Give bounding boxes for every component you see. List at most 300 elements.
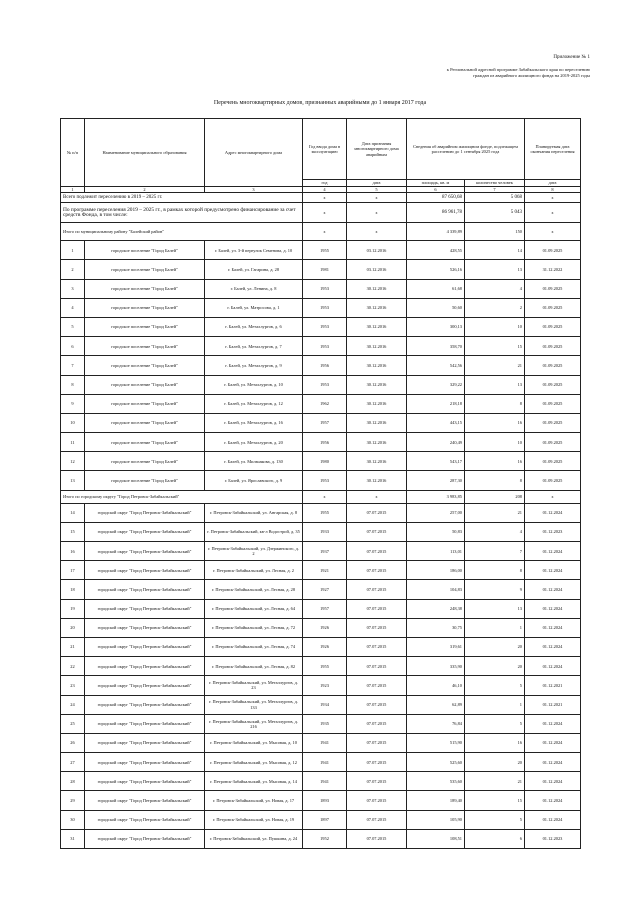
row-number: 3 xyxy=(61,279,85,298)
program-planned: x xyxy=(525,203,581,223)
address-cell: г. Петровск-Забайкальский, ул. Новая, д. 17 xyxy=(205,791,303,810)
year-built-cell: 1981 xyxy=(303,260,347,279)
year-built-cell: 1955 xyxy=(303,657,347,676)
col-num: 3 xyxy=(205,187,303,193)
municipality-cell: городское поселение "Город Балей" xyxy=(85,375,205,394)
year-built-cell: 1953 xyxy=(303,471,347,490)
district-area: 4 339,89 xyxy=(407,223,465,241)
planned-date-cell: 01.09.2025 xyxy=(525,375,581,394)
address-cell: г. Петровск-Забайкальский, ул. Металлургов, д. 133 xyxy=(205,695,303,714)
people-cell: 5 xyxy=(465,714,525,733)
table-row xyxy=(61,542,581,561)
year-built-cell: 1893 xyxy=(303,791,347,810)
area-cell: 46,10 xyxy=(407,676,465,695)
year-built-cell: 1935 xyxy=(303,714,347,733)
district-label: Итого по муниципальному району "Балейский район" xyxy=(61,223,303,241)
year-built-cell: 1926 xyxy=(303,637,347,656)
area-cell: 543,17 xyxy=(407,452,465,471)
col-num: 6 xyxy=(407,187,465,193)
area-cell: 240,49 xyxy=(407,433,465,452)
program-label: По программе переселения 2019 – 2025 гг., в рамках которой предусмотрено финансирование за счет средств Фонда, в том числе: xyxy=(61,203,303,223)
recognition-date-cell: 07.07.2015 xyxy=(347,599,407,618)
total-date: x xyxy=(347,193,407,203)
planned-date-cell: 01.09.2025 xyxy=(525,394,581,413)
total-year: x xyxy=(303,193,347,203)
address-cell: г. Петровск-Забайкальский, ул. Лесная, д. 64 xyxy=(205,599,303,618)
area-cell: 335,90 xyxy=(407,657,465,676)
row-number: 20 xyxy=(61,618,85,637)
recognition-date-cell: 07.07.2015 xyxy=(347,753,407,772)
recognition-date-cell: 07.07.2015 xyxy=(347,714,407,733)
people-cell: 10 xyxy=(465,433,525,452)
people-cell: 5 xyxy=(465,676,525,695)
district-subtotal-row xyxy=(61,490,581,503)
district-date: x xyxy=(347,490,407,503)
unit-people: количество человек xyxy=(465,180,525,187)
municipality-cell: городской округ "Город Петровск-Забайкальский" xyxy=(85,829,205,848)
header-planned-date: Планируемая дата окончания переселения xyxy=(525,119,581,180)
address-cell: г. Петровск-Забайкальский, ул. Лесная, д. 72 xyxy=(205,618,303,637)
program-people: 5 043 xyxy=(465,203,525,223)
row-number: 11 xyxy=(61,433,85,452)
planned-date-cell: 01.09.2025 xyxy=(525,317,581,336)
people-cell: 16 xyxy=(465,452,525,471)
municipality-cell: городское поселение "Город Балей" xyxy=(85,317,205,336)
planned-date-cell: 01.12.2023 xyxy=(525,829,581,848)
municipality-cell: городской округ "Город Петровск-Забайкальский" xyxy=(85,714,205,733)
municipality-cell: городской округ "Город Петровск-Забайкальский" xyxy=(85,676,205,695)
area-cell: 61,68 xyxy=(407,279,465,298)
planned-date-cell: 01.12.2021 xyxy=(525,695,581,714)
row-number: 28 xyxy=(61,772,85,791)
municipality-cell: городской округ "Город Петровск-Забайкальский" xyxy=(85,599,205,618)
row-number: 17 xyxy=(61,561,85,580)
municipality-cell: городской округ "Город Петровск-Забайкальский" xyxy=(85,733,205,752)
table-row xyxy=(61,375,581,394)
people-cell: 4 xyxy=(465,279,525,298)
municipality-cell: городской округ "Город Петровск-Забайкальский" xyxy=(85,810,205,829)
appendix-line-1: к Региональной адресной программе Забайкальского края по переселению xyxy=(446,67,590,72)
year-built-cell: 1923 xyxy=(303,676,347,695)
area-cell: 319,61 xyxy=(407,637,465,656)
year-built-cell: 1953 xyxy=(303,279,347,298)
row-number: 14 xyxy=(61,503,85,522)
recognition-date-cell: 07.07.2015 xyxy=(347,618,407,637)
table-row xyxy=(61,522,581,541)
municipality-cell: городское поселение "Город Балей" xyxy=(85,298,205,317)
table-row xyxy=(61,733,581,752)
district-planned: x xyxy=(525,490,581,503)
table-row xyxy=(61,580,581,599)
planned-date-cell: 01.09.2025 xyxy=(525,471,581,490)
people-cell: 21 xyxy=(465,503,525,522)
total-row xyxy=(61,193,581,203)
people-cell: 15 xyxy=(465,791,525,810)
program-year: x xyxy=(303,203,347,223)
municipality-cell: городской округ "Город Петровск-Забайкальский" xyxy=(85,580,205,599)
address-cell: г. Балей, ул. Металлургов, д. 9 xyxy=(205,356,303,375)
row-number: 4 xyxy=(61,298,85,317)
people-cell: 8 xyxy=(465,561,525,580)
planned-date-cell: 01.12.2024 xyxy=(525,580,581,599)
row-number: 15 xyxy=(61,522,85,541)
year-built-cell: 1926 xyxy=(303,618,347,637)
district-year: x xyxy=(303,223,347,241)
area-cell: 189,40 xyxy=(407,791,465,810)
address-cell: г. Балей, ул. Металлургов, д. 12 xyxy=(205,394,303,413)
area-cell: 186,00 xyxy=(407,561,465,580)
address-cell: г. Петровск-Забайкальский, кв-л Водострой, д. 35 xyxy=(205,522,303,541)
table-row xyxy=(61,356,581,375)
year-built-cell: 1953 xyxy=(303,317,347,336)
address-cell: г. Балей, ул. Металлургов, д. 10 xyxy=(205,375,303,394)
area-cell: 248,38 xyxy=(407,599,465,618)
people-cell: 10 xyxy=(465,317,525,336)
planned-date-cell: 01.09.2025 xyxy=(525,413,581,432)
row-number: 18 xyxy=(61,580,85,599)
recognition-date-cell: 07.07.2015 xyxy=(347,829,407,848)
address-cell: г. Балей, ул. 3-й переулок Семенова, д. 10 xyxy=(205,241,303,260)
year-built-cell: 1953 xyxy=(303,337,347,356)
area-cell: 108,51 xyxy=(407,829,465,848)
row-number: 2 xyxy=(61,260,85,279)
district-people: 150 xyxy=(465,223,525,241)
row-number: 1 xyxy=(61,241,85,260)
year-built-cell: 1956 xyxy=(303,433,347,452)
recognition-date-cell: 03.12.2016 xyxy=(347,241,407,260)
table-row xyxy=(61,413,581,432)
people-cell: 20 xyxy=(465,657,525,676)
district-date: x xyxy=(347,223,407,241)
area-cell: 443,15 xyxy=(407,413,465,432)
year-built-cell: 1937 xyxy=(303,542,347,561)
people-cell: 8 xyxy=(465,471,525,490)
planned-date-cell: 01.12.2024 xyxy=(525,791,581,810)
address-cell: г. Петровск-Забайкальский, ул. Ангарская, д. 8 xyxy=(205,503,303,522)
municipality-cell: городской округ "Город Петровск-Забайкальский" xyxy=(85,522,205,541)
planned-date-cell: 31.12.2022 xyxy=(525,260,581,279)
municipality-cell: городское поселение "Город Балей" xyxy=(85,241,205,260)
municipality-cell: городское поселение "Город Балей" xyxy=(85,356,205,375)
area-cell: 113,01 xyxy=(407,542,465,561)
table-row xyxy=(61,791,581,810)
recognition-date-cell: 30.12.2016 xyxy=(347,394,407,413)
address-cell: г. Балей, ул. Мильчакова, д. 130 xyxy=(205,452,303,471)
address-cell: г. Балей, ул. Гагарина, д. 28 xyxy=(205,260,303,279)
recognition-date-cell: 07.07.2015 xyxy=(347,733,407,752)
address-cell: г. Петровск-Забайкальский, ул. Мысовая, д. 14 xyxy=(205,772,303,791)
municipality-cell: городской округ "Город Петровск-Забайкальский" xyxy=(85,791,205,810)
year-built-cell: 1952 xyxy=(303,829,347,848)
people-cell: 8 xyxy=(465,394,525,413)
district-label: Итого по городскому округу "Город Петровск-Забайкальский" xyxy=(61,490,303,503)
municipality-cell: городской округ "Город Петровск-Забайкальский" xyxy=(85,772,205,791)
year-built-cell: 1941 xyxy=(303,753,347,772)
table-row xyxy=(61,561,581,580)
people-cell: 14 xyxy=(465,241,525,260)
area-cell: 76,84 xyxy=(407,714,465,733)
address-cell: г. Петровск-Забайкальский, ул. Новая, д. 19 xyxy=(205,810,303,829)
planned-date-cell: 01.12.2024 xyxy=(525,772,581,791)
district-area: 3 983,85 xyxy=(407,490,465,503)
planned-date-cell: 01.12.2024 xyxy=(525,714,581,733)
table-row xyxy=(61,599,581,618)
people-cell: 21 xyxy=(465,356,525,375)
planned-date-cell: 01.09.2025 xyxy=(525,356,581,375)
address-cell: г. Балей, ул. Ленина, д. 8 xyxy=(205,279,303,298)
document-title: Перечень многоквартирных домов, признанных аварийными до 1 января 2017 года xyxy=(213,100,427,106)
municipality-cell: городской округ "Город Петровск-Забайкальский" xyxy=(85,542,205,561)
unit-area: площадь, кв. м xyxy=(407,180,465,187)
planned-date-cell: 01.12.2024 xyxy=(525,561,581,580)
area-cell: 525,60 xyxy=(407,753,465,772)
municipality-cell: городское поселение "Город Балей" xyxy=(85,471,205,490)
year-built-cell: 1921 xyxy=(303,561,347,580)
col-num: 1 xyxy=(61,187,85,193)
table-row xyxy=(61,471,581,490)
appendix-number: Приложение № 1 xyxy=(553,55,590,60)
planned-date-cell: 01.12.2024 xyxy=(525,542,581,561)
planned-date-cell: 01.09.2025 xyxy=(525,452,581,471)
planned-date-cell: 01.09.2025 xyxy=(525,298,581,317)
year-built-cell: 1957 xyxy=(303,413,347,432)
table-row xyxy=(61,452,581,471)
planned-date-cell: 01.12.2024 xyxy=(525,810,581,829)
people-cell: 13 xyxy=(465,260,525,279)
year-built-cell: 1941 xyxy=(303,772,347,791)
area-cell: 300,13 xyxy=(407,317,465,336)
municipality-cell: городской округ "Город Петровск-Забайкальский" xyxy=(85,657,205,676)
header-year-built: Год ввода дома в эксплуатацию xyxy=(303,119,347,180)
planned-date-cell: 01.12.2024 xyxy=(525,733,581,752)
year-built-cell: 1941 xyxy=(303,733,347,752)
recognition-date-cell: 30.12.2016 xyxy=(347,375,407,394)
row-number: 8 xyxy=(61,375,85,394)
row-number: 30 xyxy=(61,810,85,829)
planned-date-cell: 01.09.2025 xyxy=(525,279,581,298)
row-number: 27 xyxy=(61,753,85,772)
recognition-date-cell: 30.12.2016 xyxy=(347,471,407,490)
planned-date-cell: 01.12.2024 xyxy=(525,599,581,618)
municipality-cell: городской округ "Город Петровск-Забайкальский" xyxy=(85,695,205,714)
municipality-cell: городской округ "Город Петровск-Забайкальский" xyxy=(85,561,205,580)
table-row xyxy=(61,753,581,772)
recognition-date-cell: 07.07.2015 xyxy=(347,522,407,541)
address-cell: г. Петровск-Забайкальский, ул. Мысовая, д. 10 xyxy=(205,733,303,752)
col-num: 2 xyxy=(85,187,205,193)
municipality-cell: городское поселение "Город Балей" xyxy=(85,413,205,432)
header-recognition-date: Дата признания многоквартирного дома аварийным xyxy=(347,119,407,180)
row-number: 26 xyxy=(61,733,85,752)
people-cell: 6 xyxy=(465,829,525,848)
people-cell: 20 xyxy=(465,753,525,772)
address-cell: г. Балей, ул. Ярославского, д. 9 xyxy=(205,471,303,490)
year-built-cell: 1927 xyxy=(303,580,347,599)
recognition-date-cell: 03.12.2016 xyxy=(347,260,407,279)
planned-date-cell: 01.12.2024 xyxy=(525,657,581,676)
recognition-date-cell: 07.07.2015 xyxy=(347,676,407,695)
people-cell: 2 xyxy=(465,298,525,317)
year-built-cell: 1955 xyxy=(303,503,347,522)
people-cell: 4 xyxy=(465,522,525,541)
table-row xyxy=(61,695,581,714)
header-housing-info: Сведения об аварийном жилищном фонде, подлежащем расселению до 1 сентября 2025 года xyxy=(407,119,525,180)
table-row xyxy=(61,676,581,695)
people-cell: 9 xyxy=(465,580,525,599)
table-row xyxy=(61,637,581,656)
year-built-cell: 1953 xyxy=(303,375,347,394)
people-cell: 16 xyxy=(465,733,525,752)
table-row xyxy=(61,279,581,298)
row-number: 6 xyxy=(61,337,85,356)
recognition-date-cell: 07.07.2015 xyxy=(347,657,407,676)
recognition-date-cell: 07.07.2015 xyxy=(347,637,407,656)
address-cell: г. Петровск-Забайкальский, ул. Металлургов, д. 216 xyxy=(205,714,303,733)
municipality-cell: городское поселение "Город Балей" xyxy=(85,279,205,298)
address-cell: г. Балей, ул. Металлургов, д. 20 xyxy=(205,433,303,452)
year-built-cell: 1897 xyxy=(303,810,347,829)
recognition-date-cell: 07.07.2015 xyxy=(347,695,407,714)
row-number: 7 xyxy=(61,356,85,375)
row-number: 22 xyxy=(61,657,85,676)
header-num: № п/п xyxy=(61,119,85,187)
people-cell: 13 xyxy=(465,599,525,618)
table-row xyxy=(61,241,581,260)
recognition-date-cell: 07.07.2015 xyxy=(347,810,407,829)
area-cell: 526,16 xyxy=(407,260,465,279)
district-people: 208 xyxy=(465,490,525,503)
recognition-date-cell: 30.12.2016 xyxy=(347,356,407,375)
address-cell: г. Петровск-Забайкальский, ул. Лесная, д. 28 xyxy=(205,580,303,599)
year-built-cell: 1934 xyxy=(303,695,347,714)
planned-date-cell: 01.09.2025 xyxy=(525,241,581,260)
municipality-cell: городской округ "Город Петровск-Забайкальский" xyxy=(85,618,205,637)
row-number: 10 xyxy=(61,413,85,432)
area-cell: 257,00 xyxy=(407,503,465,522)
area-cell: 542,56 xyxy=(407,356,465,375)
area-cell: 428,55 xyxy=(407,241,465,260)
total-planned: x xyxy=(525,193,581,203)
header-municipality: Наименование муниципального образования xyxy=(85,119,205,187)
recognition-date-cell: 07.07.2015 xyxy=(347,561,407,580)
area-cell: 62,89 xyxy=(407,695,465,714)
table-row xyxy=(61,337,581,356)
recognition-date-cell: 30.12.2016 xyxy=(347,337,407,356)
row-number: 13 xyxy=(61,471,85,490)
area-cell: 329,22 xyxy=(407,375,465,394)
recognition-date-cell: 30.12.2016 xyxy=(347,433,407,452)
people-cell: 1 xyxy=(465,695,525,714)
table-row xyxy=(61,714,581,733)
address-cell: г. Петровск-Забайкальский, ул. Лесная, д. 74 xyxy=(205,637,303,656)
people-cell: 5 xyxy=(465,810,525,829)
address-cell: г. Петровск-Забайкальский, ул. Дзержинского, д. 2 xyxy=(205,542,303,561)
people-cell: 21 xyxy=(465,772,525,791)
recognition-date-cell: 30.12.2016 xyxy=(347,298,407,317)
address-cell: г. Балей, ул. Металлургов, д. 16 xyxy=(205,413,303,432)
area-cell: 50,83 xyxy=(407,522,465,541)
appendix-note xyxy=(400,55,590,79)
row-number: 29 xyxy=(61,791,85,810)
year-built-cell: 1955 xyxy=(303,241,347,260)
area-cell: 104,83 xyxy=(407,580,465,599)
area-cell: 30,75 xyxy=(407,618,465,637)
year-built-cell: 1956 xyxy=(303,356,347,375)
area-cell: 105,90 xyxy=(407,810,465,829)
address-cell: г. Петровск-Забайкальский, ул. Лесная, д. 2 xyxy=(205,561,303,580)
area-cell: 535,60 xyxy=(407,772,465,791)
planned-date-cell: 01.12.2024 xyxy=(525,637,581,656)
people-cell: 20 xyxy=(465,637,525,656)
total-people: 5 068 xyxy=(465,193,525,203)
unit-date-2: дата xyxy=(525,180,581,187)
people-cell: 16 xyxy=(465,413,525,432)
row-number: 23 xyxy=(61,676,85,695)
row-number: 21 xyxy=(61,637,85,656)
address-cell: г. Петровск-Забайкальский, ул. Мысовая, д. 12 xyxy=(205,753,303,772)
unit-date: дата xyxy=(347,180,407,187)
total-label: Всего подлежит переселению в 2019 – 2025 гг. xyxy=(61,193,303,203)
year-built-cell: 1953 xyxy=(303,298,347,317)
people-cell: 7 xyxy=(465,542,525,561)
col-num: 4 xyxy=(303,187,347,193)
col-num: 7 xyxy=(465,187,525,193)
municipality-cell: городской округ "Город Петровск-Забайкальский" xyxy=(85,637,205,656)
address-cell: г. Петровск-Забайкальский, ул. Металлургов, д. 23 xyxy=(205,676,303,695)
total-area: 87 650,68 xyxy=(407,193,465,203)
address-cell: г. Балей, ул. Металлургов, д. 6 xyxy=(205,317,303,336)
program-row xyxy=(61,203,581,223)
municipality-cell: городское поселение "Город Балей" xyxy=(85,433,205,452)
address-cell: г. Петровск-Забайкальский, ул. Пушкина, д. 24 xyxy=(205,829,303,848)
planned-date-cell: 01.12.2024 xyxy=(525,753,581,772)
row-number: 19 xyxy=(61,599,85,618)
people-cell: 15 xyxy=(465,337,525,356)
row-number: 25 xyxy=(61,714,85,733)
program-area: 86 961,78 xyxy=(407,203,465,223)
recognition-date-cell: 07.07.2015 xyxy=(347,580,407,599)
year-built-cell: 1980 xyxy=(303,452,347,471)
table-row xyxy=(61,772,581,791)
address-cell: г. Балей, ул. Матросова, д. 1 xyxy=(205,298,303,317)
row-number: 9 xyxy=(61,394,85,413)
municipality-cell: городское поселение "Город Балей" xyxy=(85,452,205,471)
district-planned: x xyxy=(525,223,581,241)
area-cell: 358,70 xyxy=(407,337,465,356)
appendix-line-2: граждан из аварийного жилищного фонда на 2019-2025 годы xyxy=(473,73,590,78)
recognition-date-cell: 30.12.2016 xyxy=(347,279,407,298)
recognition-date-cell: 07.07.2015 xyxy=(347,503,407,522)
municipality-cell: городской округ "Город Петровск-Забайкальский" xyxy=(85,753,205,772)
row-number: 31 xyxy=(61,829,85,848)
address-cell: г. Петровск-Забайкальский, ул. Лесная, д. 82 xyxy=(205,657,303,676)
table-row xyxy=(61,260,581,279)
area-cell: 287,30 xyxy=(407,471,465,490)
people-cell: 13 xyxy=(465,375,525,394)
address-cell: г. Балей, ул. Металлургов, д. 7 xyxy=(205,337,303,356)
table-row xyxy=(61,298,581,317)
area-cell: 515,90 xyxy=(407,733,465,752)
year-built-cell: 1957 xyxy=(303,599,347,618)
planned-date-cell: 01.12.2021 xyxy=(525,676,581,695)
planned-date-cell: 01.09.2025 xyxy=(525,433,581,452)
header-address: Адрес многоквартирного дома xyxy=(205,119,303,187)
district-year: x xyxy=(303,490,347,503)
table-row xyxy=(61,657,581,676)
municipality-cell: городское поселение "Город Балей" xyxy=(85,260,205,279)
planned-date-cell: 01.09.2025 xyxy=(525,337,581,356)
table-row xyxy=(61,829,581,848)
